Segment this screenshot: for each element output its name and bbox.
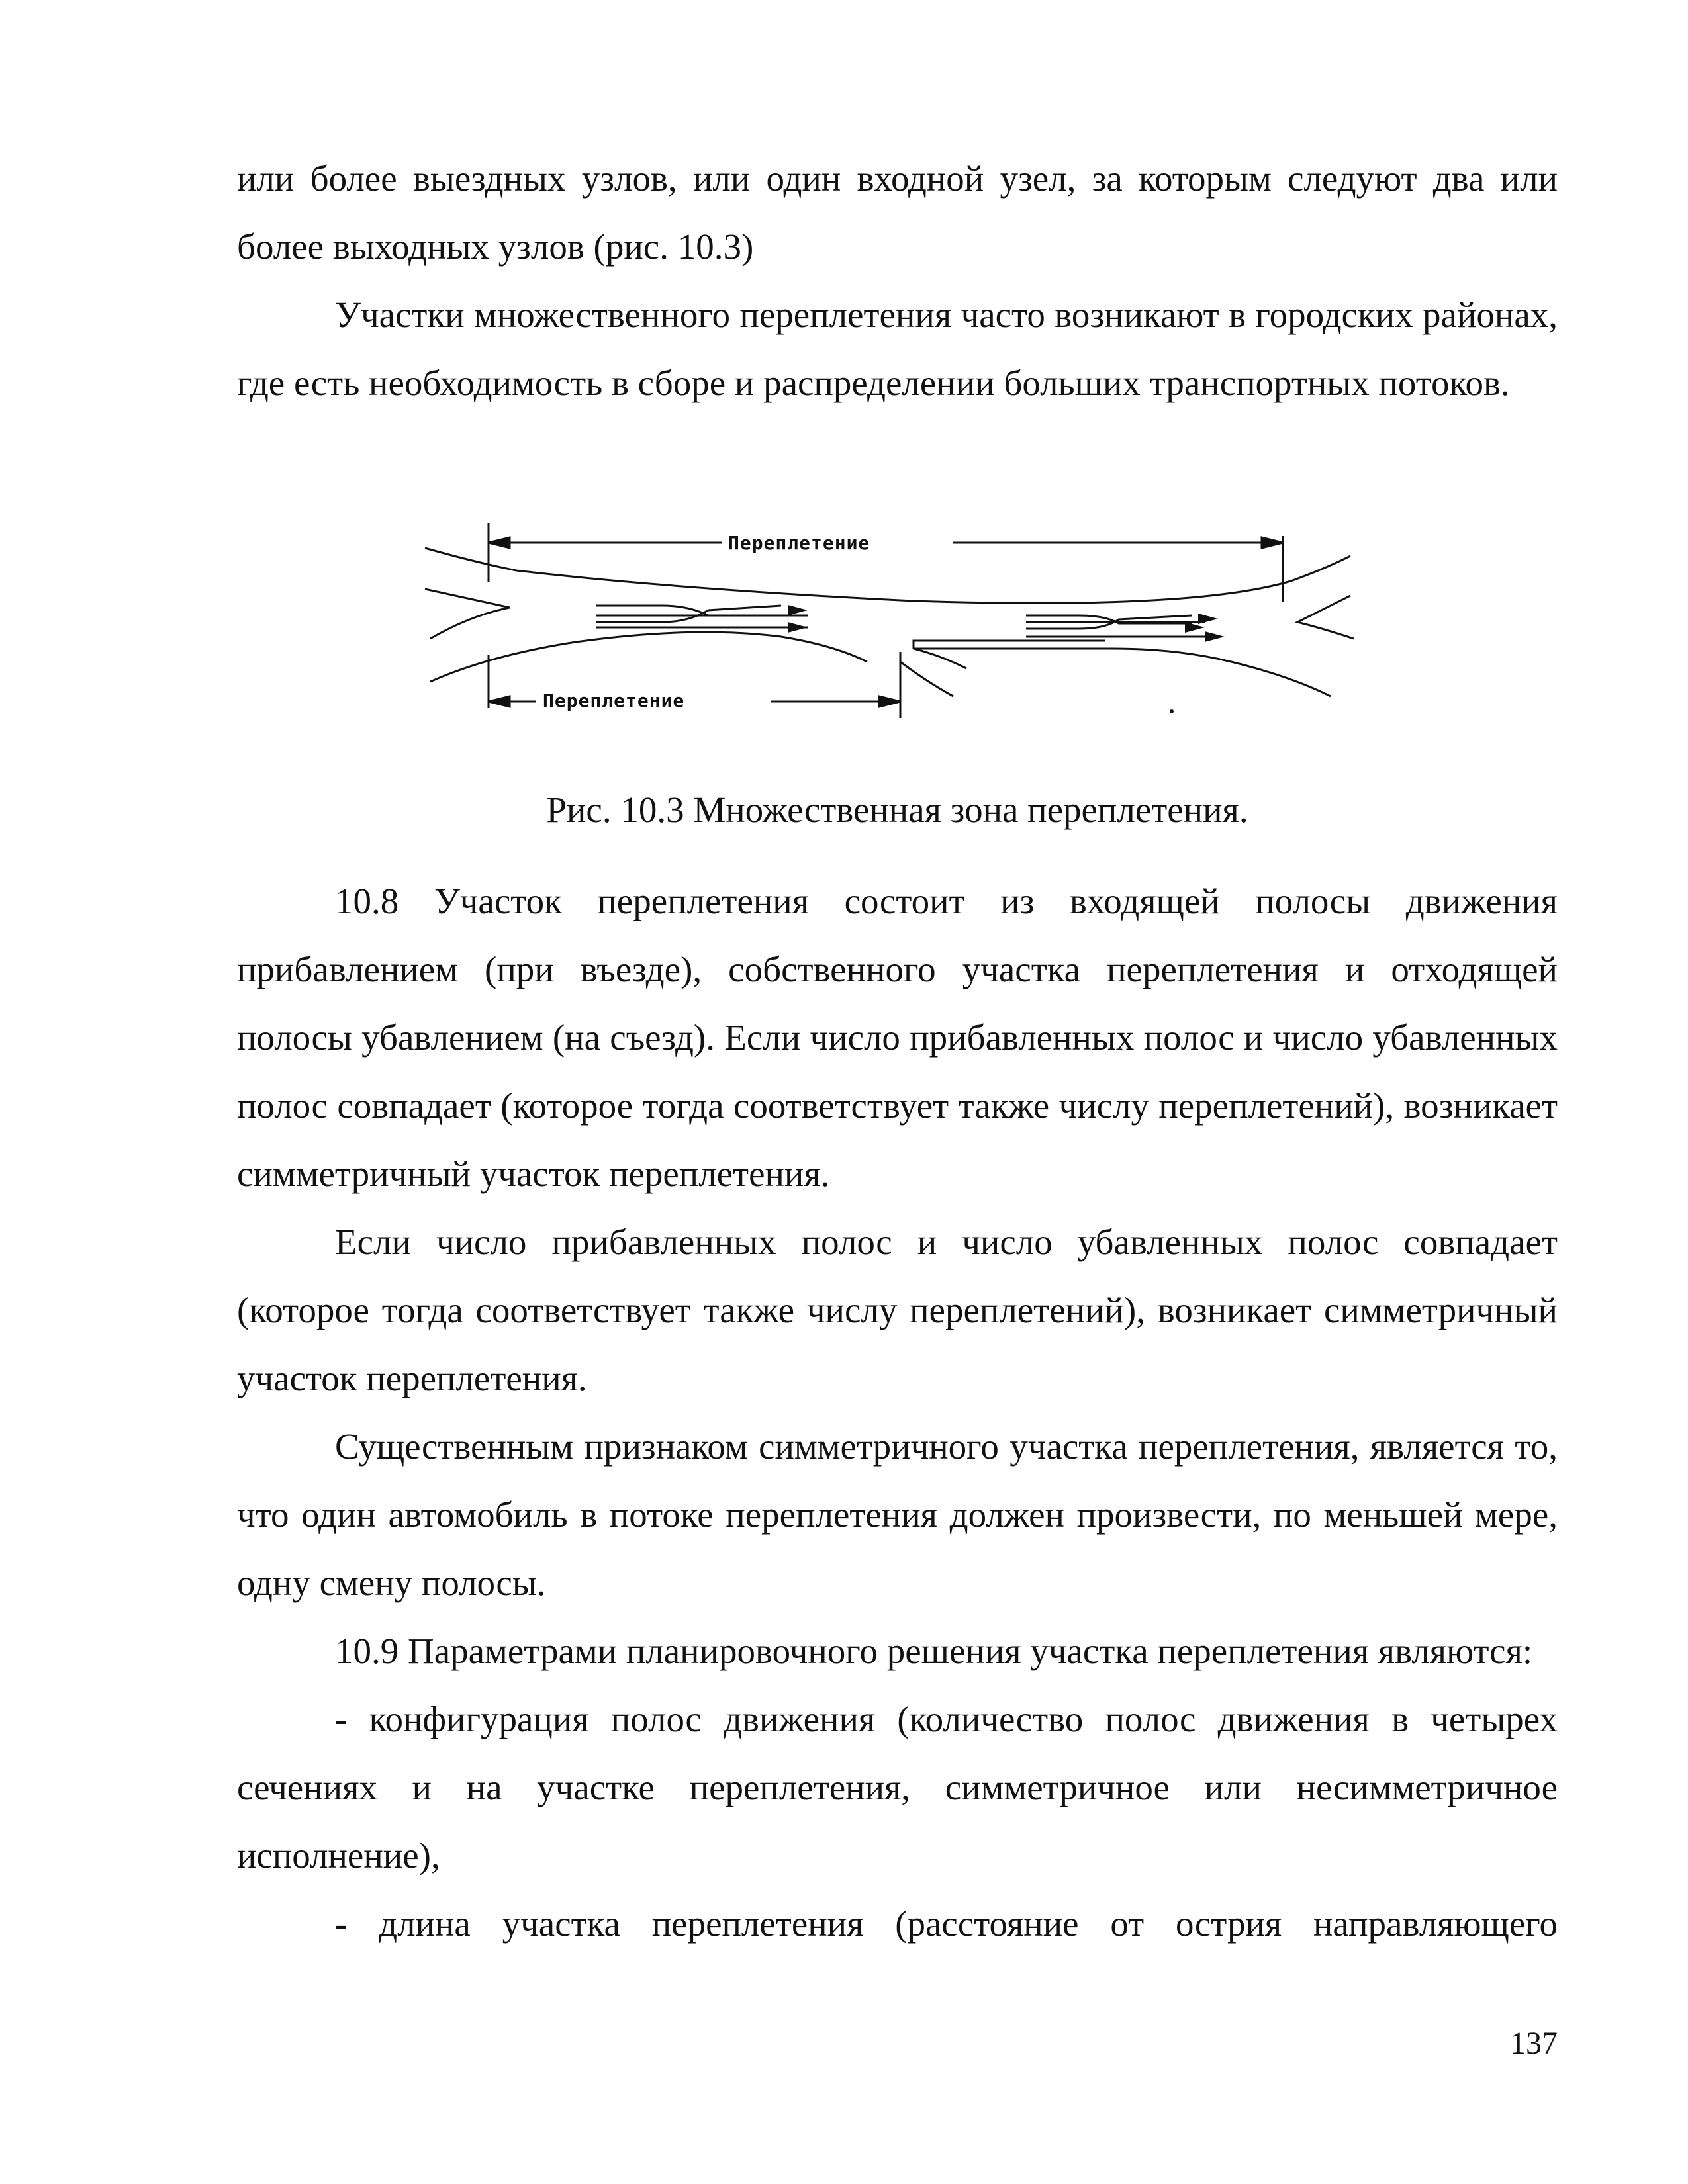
dim-top-arrow-right xyxy=(1262,537,1283,548)
figure-caption: Рис. 10.3 Множественная зона переплетения. xyxy=(546,790,1248,830)
dim-top-arrow-left xyxy=(489,537,510,548)
lane-separator xyxy=(914,641,1105,649)
arrow-head-right-2 xyxy=(1185,622,1205,633)
ramp-lower xyxy=(900,662,953,696)
arrow-head-right-3 xyxy=(1205,631,1225,642)
list-item-weaving-length: - длина участка переплетения (расстояние от острия направляющего xyxy=(335,1903,1558,1944)
label-weaving-top: Переплетение xyxy=(728,532,870,554)
paragraph-urban-areas: Участки множественного переплетения часто возникают в городских районах, где есть необходимость в сборе и распределении больших транспортных потоков. xyxy=(237,295,1558,403)
paragraph-10-9: 10.9 Параметрами планировочного решения участка переплетения являются: xyxy=(335,1631,1533,1671)
list-item-lane-configuration: - конфигурация полос движения (количество полос движения в четырех сечениях и на участке переплетения, симметричное или несимметричное исполнение), xyxy=(237,1699,1558,1876)
road-edge-bottom-right xyxy=(914,649,1331,696)
label-weaving-bottom: Переплетение xyxy=(543,690,685,711)
arrow-head-right-1 xyxy=(1198,614,1218,624)
paragraph-10-8: 10.8 Участок переплетения состоит из входящей полосы движения прибавлением (при въезде), собственного участка переплетения и отходящей полосы убавлением (на съезд). Если число прибавленных полос и число убавленных полос совпадает (которое тогда соответствует также числу переплетений), возникает симметричный участок переплетения. xyxy=(237,881,1558,1194)
page-number: 137 xyxy=(1510,2026,1558,2061)
entry-ramp-left xyxy=(425,589,510,639)
paragraph-essential-feature: Существенным признаком симметричного участка переплетения, является то, что один автомобиль в потоке переплетения должен произвести, по меньшей мере, одну смену полосы. xyxy=(237,1426,1558,1603)
road-edge-bottom-left xyxy=(430,632,867,682)
arrow-head-left-2 xyxy=(788,622,808,633)
text-block-top xyxy=(237,144,1558,417)
speck xyxy=(1170,709,1174,713)
arrow-head-left-1 xyxy=(788,605,808,615)
figure-weaving-diagram xyxy=(410,523,1383,741)
exit-ramp-right xyxy=(1297,596,1354,639)
road-edge-top xyxy=(425,548,1350,603)
weaving-diagram xyxy=(410,523,1383,741)
dim-bottom-arrow-left xyxy=(489,696,510,707)
dim-bottom-arrow-right xyxy=(879,696,900,707)
ramp-diverge xyxy=(914,649,966,668)
paragraph-symmetric: Если число прибавленных полос и число убавленных полос совпадает (которое тогда соответствует также числу переплетений), возникает симметричный участок переплетения. xyxy=(237,1222,1558,1398)
text-block-bottom xyxy=(237,867,1558,1958)
paragraph-continuation: или более выездных узлов, или один входной узел, за которым следуют два или более выходных узлов (рис. 10.3) xyxy=(237,158,1558,267)
